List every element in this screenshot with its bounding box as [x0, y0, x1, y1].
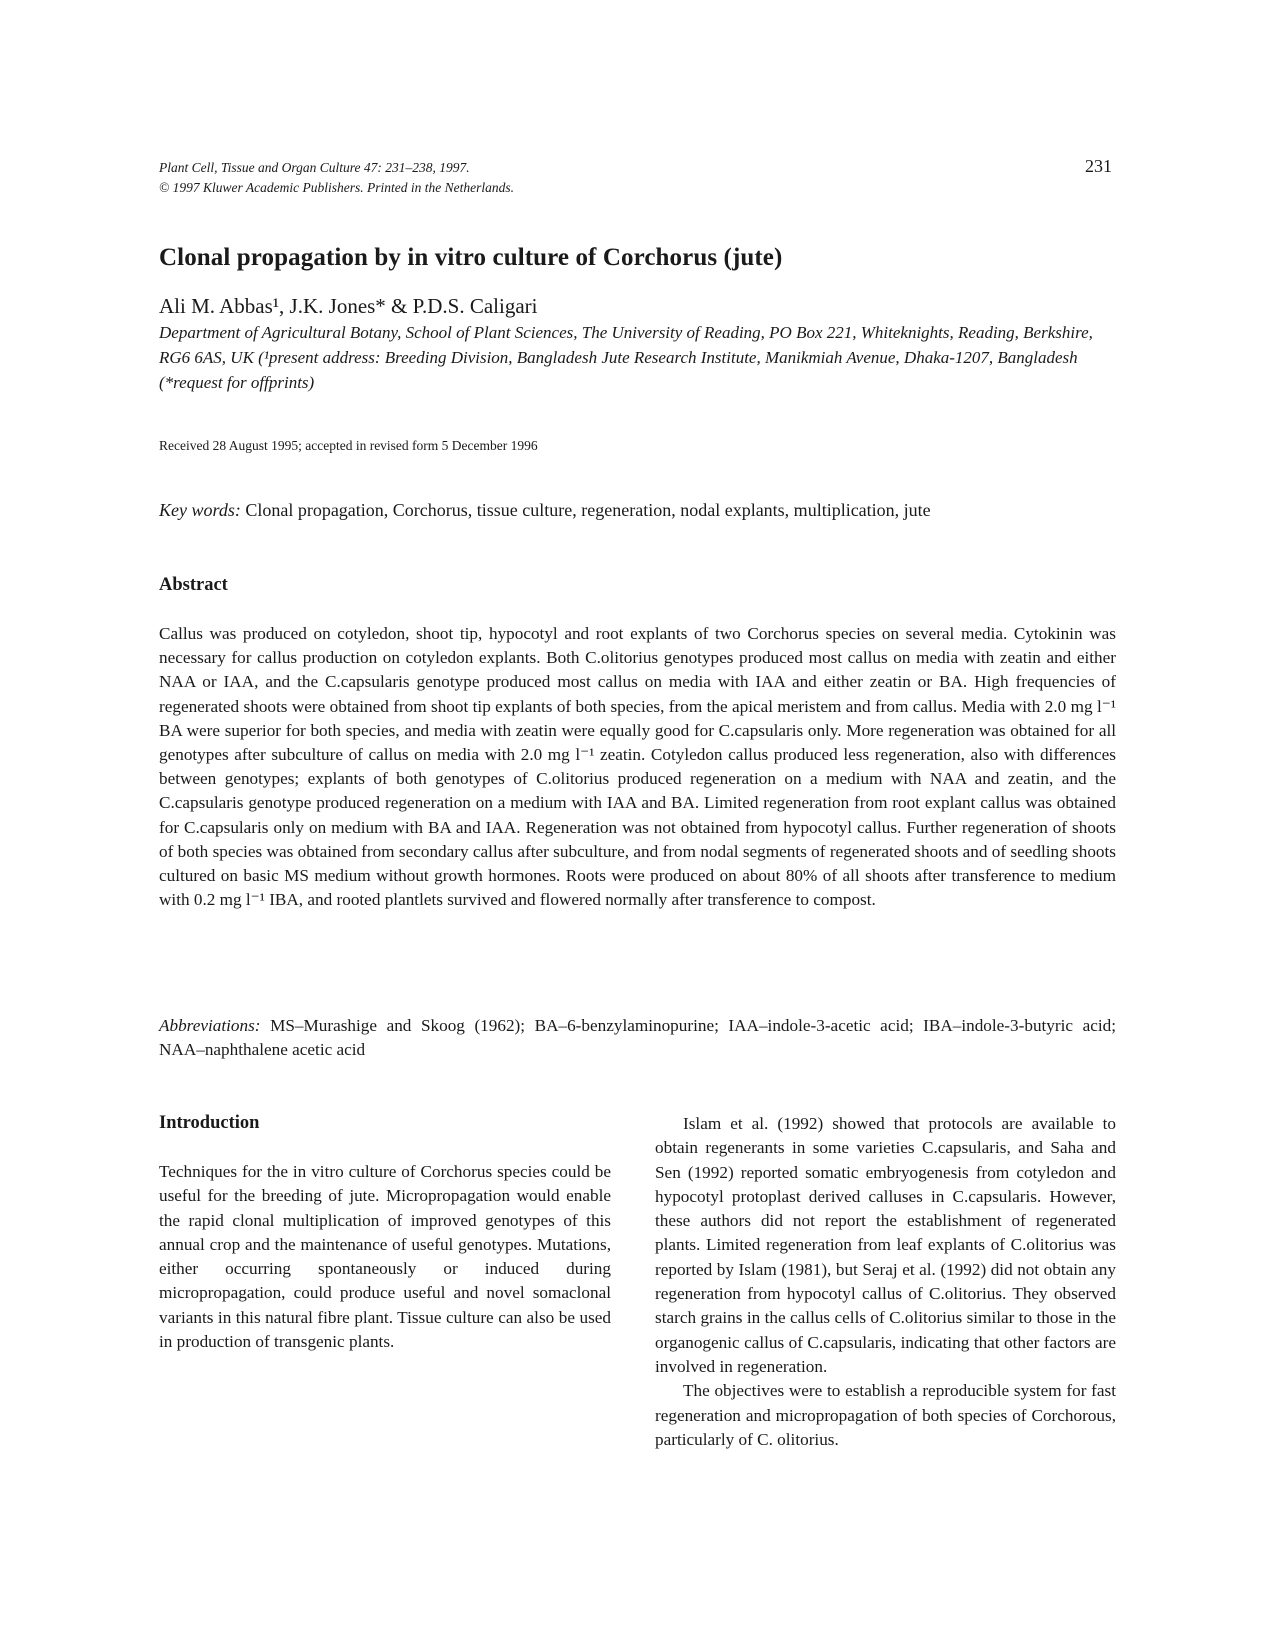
abbreviations-text: MS–Murashige and Skoog (1962); BA–6-benzylaminopurine; IAA–indole-3-acetic acid; IBA–indole-3-butyric acid; NAA–naphthalene acetic acid	[159, 1016, 1116, 1060]
journal-citation	[159, 158, 514, 198]
keywords-label: Key words:	[159, 500, 241, 520]
introduction-column-right	[655, 1112, 1116, 1452]
page-number: 231	[1085, 156, 1112, 176]
keywords	[159, 500, 1119, 521]
abbreviations	[159, 1014, 1116, 1062]
received-date: Received 28 August 1995; accepted in revised form 5 December 1996	[159, 438, 538, 453]
article-title: Clonal propagation by in vitro culture of Corchorus (jute)	[159, 244, 783, 271]
abbreviations-label: Abbreviations:	[159, 1016, 261, 1035]
author-list: Ali M. Abbas¹, J.K. Jones* & P.D.S. Caligari	[159, 294, 538, 318]
abstract-text: Callus was produced on cotyledon, shoot tip, hypocotyl and root explants of two Corchorus species on several media. Cytokinin was necessary for callus production on cotyledon explants. Both C.olitorius genotypes produced most callus on media with zeatin and either NAA or IAA, and the C.capsularis genotype produced most callus on media with IAA and either zeatin or BA. High frequencies of regenerated shoots were obtained from shoot tip explants of both species, from the apical meristem and from callus. Media with 2.0 mg l⁻¹ BA were superior for both species, and media with zeatin were equally good for C.capsularis only. More regeneration was obtained for all genotypes after subculture of callus on media with 2.0 mg l⁻¹ zeatin. Cotyledon callus produced less regeneration, also with differences between genotypes; explants of both genotypes of C.olitorius produced regeneration on a medium with NAA and zeatin, and the C.capsularis genotype produced regeneration on a medium with IAA and BA. Limited regeneration from root explant callus was obtained for C.capsularis only on medium with BA and IAA. Regeneration was not obtained from hypocotyl callus. Further regeneration of shoots of both species was obtained from secondary callus after subculture, and from nodal segments of regenerated shoots and of seedling shoots cultured on basic MS medium without growth hormones. Roots were produced on about 80% of all shoots after transference to medium with 0.2 mg l⁻¹ IBA, and rooted plantlets survived and flowered normally after transference to compost.	[159, 624, 1116, 910]
abstract-heading: Abstract	[159, 575, 228, 595]
intro-paragraph-1: Techniques for the in vitro culture of Corchorus species could be useful for the breeding of jute. Micropropagation would enable the rapid clonal multiplication of improved genotypes of this annual crop and the maintenance of useful genotypes. Mutations, either occurring spontaneously or induced during micropropagation, could produce useful and novel somaclonal variants in this natural fibre plant. Tissue culture can also be used in production of transgenic plants.	[159, 1162, 611, 1352]
keywords-text: Clonal propagation, Corchorus, tissue culture, regeneration, nodal explants, multiplication, jute	[245, 500, 931, 520]
introduction-heading: Introduction	[159, 1113, 260, 1133]
intro-paragraph-3: The objectives were to establish a reproducible system for fast regeneration and micropropagation of both species of Corchorous, particularly of C. olitorius.	[655, 1381, 1116, 1449]
journal-line-2: © 1997 Kluwer Academic Publishers. Printed in the Netherlands.	[159, 180, 514, 195]
journal-line-1: Plant Cell, Tissue and Organ Culture 47: 231–238, 1997.	[159, 160, 470, 175]
intro-paragraph-2: Islam et al. (1992) showed that protocols are available to obtain regenerants in some varieties C.capsularis, and Saha and Sen (1992) reported somatic embryogenesis from cotyledon and hypocotyl protoplast derived calluses in C.capsularis. However, these authors did not report the establishment of regenerated plants. Limited regeneration from leaf explants of C.olitorius was reported by Islam (1981), but Seraj et al. (1992) did not obtain any regeneration from hypocotyl callus of C.olitorius. They observed starch grains in the callus cells of C.olitorius similar to those in the organogenic callus of C.capsularis, indicating that other factors are involved in regeneration.	[655, 1114, 1116, 1376]
author-affiliation: Department of Agricultural Botany, School of Plant Sciences, The University of Reading, PO Box 221, Whiteknights, Reading, Berkshire, RG6 6AS, UK (¹present address: Breeding Division, Bangladesh Jute Research Institute, Manikmiah Avenue, Dhaka-1207, Bangladesh (*request for offprints)	[159, 323, 1093, 392]
introduction-column-left	[159, 1160, 611, 1354]
